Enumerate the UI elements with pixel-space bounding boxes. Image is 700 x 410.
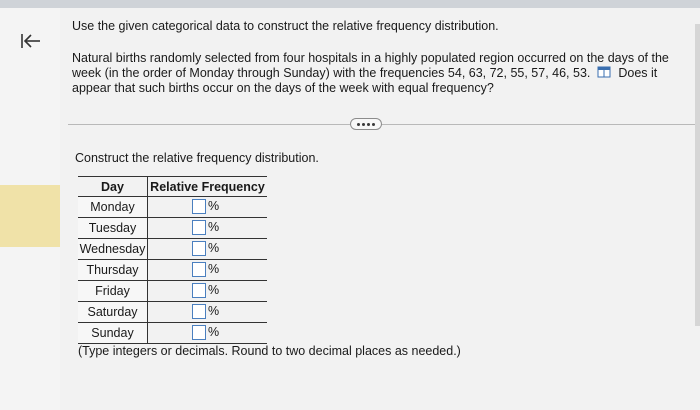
day-cell: Thursday xyxy=(78,260,148,281)
day-cell: Friday xyxy=(78,281,148,302)
header-day: Day xyxy=(78,177,148,197)
table-row xyxy=(78,302,267,323)
relative-frequency-table xyxy=(78,176,267,344)
percent-sign: % xyxy=(208,220,220,234)
back-button[interactable] xyxy=(18,28,44,54)
scrollbar[interactable] xyxy=(695,24,700,326)
day-cell: Wednesday xyxy=(78,239,148,260)
answer-input-wednesday[interactable] xyxy=(192,241,206,256)
answer-input-tuesday[interactable] xyxy=(192,220,206,235)
percent-sign: % xyxy=(208,304,220,318)
answer-input-saturday[interactable] xyxy=(192,304,206,319)
relative-frequency-cell xyxy=(148,302,268,323)
day-cell: Saturday xyxy=(78,302,148,323)
table-row xyxy=(78,197,267,218)
section-divider xyxy=(68,124,696,125)
percent-sign: % xyxy=(208,283,220,297)
top-bar xyxy=(0,0,700,8)
percent-sign: % xyxy=(208,241,220,255)
rounding-note: (Type integers or decimals. Round to two decimal places as needed.) xyxy=(78,344,461,358)
answer-input-friday[interactable] xyxy=(192,283,206,298)
relative-frequency-cell xyxy=(148,323,268,344)
day-cell: Sunday xyxy=(78,323,148,344)
table-row xyxy=(78,218,267,239)
more-ellipsis-icon[interactable] xyxy=(350,118,382,130)
left-gutter xyxy=(0,8,60,410)
percent-sign: % xyxy=(208,262,220,276)
day-cell: Monday xyxy=(78,197,148,218)
percent-sign: % xyxy=(208,199,220,213)
relative-frequency-cell xyxy=(148,239,268,260)
percent-sign: % xyxy=(208,325,220,339)
question-text xyxy=(72,51,692,96)
answer-input-thursday[interactable] xyxy=(192,262,206,277)
relative-frequency-cell xyxy=(148,197,268,218)
relative-frequency-cell xyxy=(148,218,268,239)
table-row xyxy=(78,239,267,260)
data-table-icon[interactable] xyxy=(597,66,611,78)
question-title: Use the given categorical data to construct the relative frequency distribution. xyxy=(72,19,499,33)
header-relative-frequency: Relative Frequency xyxy=(148,177,268,197)
active-question-highlight xyxy=(0,185,60,247)
question-page xyxy=(0,8,700,410)
answer-input-sunday[interactable] xyxy=(192,325,206,340)
table-row xyxy=(78,323,267,344)
relative-frequency-cell xyxy=(148,260,268,281)
question-text-part2: Does it appear that such births occur on the days of the week with equal frequency? xyxy=(72,66,658,95)
day-cell: Tuesday xyxy=(78,218,148,239)
answer-input-monday[interactable] xyxy=(192,199,206,214)
back-arrow-icon xyxy=(20,32,42,50)
instruction-text: Construct the relative frequency distribution. xyxy=(75,151,319,165)
question-text-part1: Natural births randomly selected from four hospitals in a highly populated region occurred on the days of the week (in the order of Monday through Sunday) with the frequencies 54, 63, 72, 55, 57, 46, 53. xyxy=(72,51,669,80)
relative-frequency-cell xyxy=(148,281,268,302)
table-header-row xyxy=(78,177,267,197)
table-row xyxy=(78,260,267,281)
table-row xyxy=(78,281,267,302)
